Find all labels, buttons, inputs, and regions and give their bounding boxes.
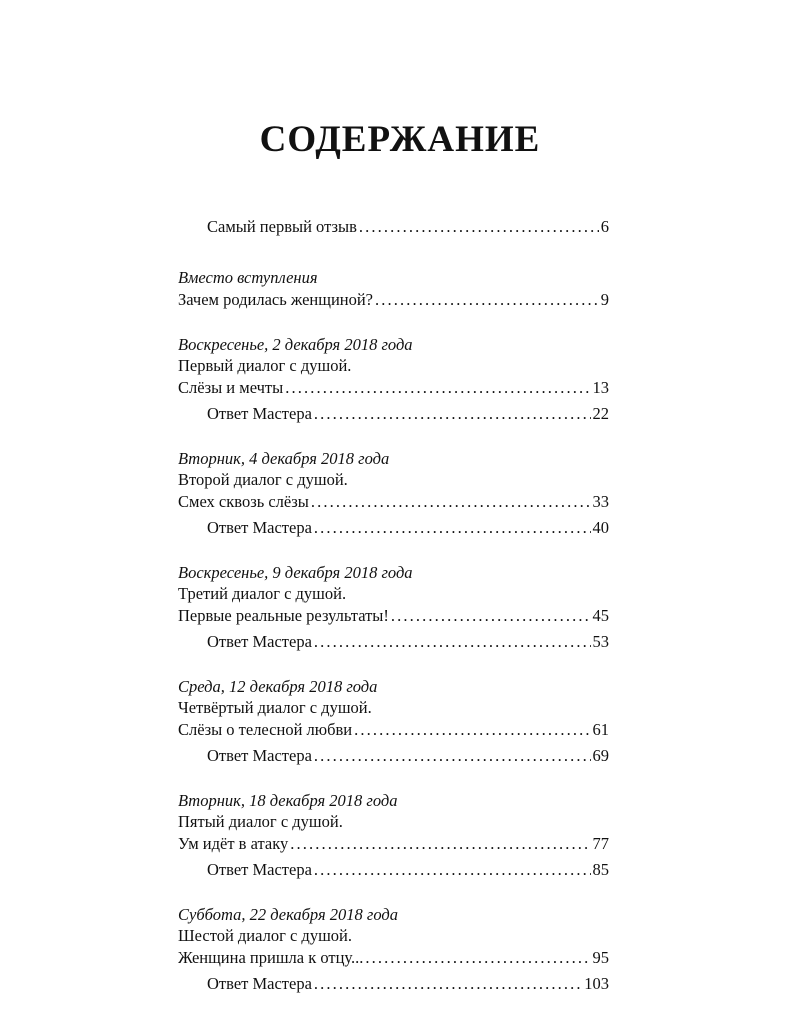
toc-page-number: 9 [600, 290, 609, 309]
dot-leader [314, 516, 591, 540]
toc-entry-label: Слёзы о телесной любви [178, 720, 353, 739]
toc-entry-answer[interactable] [178, 402, 609, 426]
dot-leader [285, 376, 590, 400]
toc-entry[interactable] [178, 490, 609, 514]
toc-entry-label: Ответ Мастера [207, 974, 312, 993]
toc-entry[interactable] [178, 946, 609, 970]
toc-section [178, 790, 609, 882]
toc-page-number: 77 [592, 834, 609, 853]
section-date: Вторник, 4 декабря 2018 года [178, 449, 390, 468]
toc-page-number: 53 [592, 632, 609, 651]
toc-group-intro [178, 267, 609, 312]
toc-entry-label: Слёзы и мечты [178, 378, 284, 397]
dot-leader [314, 630, 591, 654]
toc-page-number: 33 [592, 492, 609, 511]
toc-section [178, 676, 609, 768]
toc-entry-label: Ответ Мастера [207, 746, 312, 765]
toc-entry-label: Зачем родилась женщиной? [178, 290, 374, 309]
dot-leader [391, 604, 591, 628]
dot-leader [314, 744, 591, 768]
toc-page-number: 103 [584, 974, 609, 993]
section-subtitle: Третий диалог с душой. [178, 584, 347, 603]
dot-leader [359, 215, 599, 239]
toc-entry[interactable] [178, 832, 609, 856]
toc-entry-label: Женщина пришла к отцу... [178, 948, 364, 967]
toc-entry-label: Смех сквозь слёзы [178, 492, 309, 511]
toc-section [178, 334, 609, 426]
toc-page-number: 45 [592, 606, 609, 625]
toc-page-number: 61 [592, 720, 609, 739]
toc-page-number: 40 [592, 518, 609, 537]
section-date: Воскресенье, 9 декабря 2018 года [178, 563, 413, 582]
table-of-contents [178, 215, 609, 1018]
dot-leader [375, 288, 599, 312]
section-date: Среда, 12 декабря 2018 года [178, 677, 378, 696]
dot-leader [290, 832, 590, 856]
page-title: СОДЕРЖАНИЕ [259, 119, 541, 160]
section-subtitle: Первый диалог с душой. [178, 356, 352, 375]
toc-section [178, 448, 609, 540]
toc-section [178, 904, 609, 996]
dot-leader [365, 946, 590, 970]
toc-section [178, 562, 609, 654]
section-date: Вторник, 18 декабря 2018 года [178, 791, 398, 810]
toc-entry-answer[interactable] [178, 858, 609, 882]
toc-page-number: 69 [592, 746, 609, 765]
toc-page-number: 22 [592, 404, 609, 423]
toc-entry-label: Ответ Мастера [207, 518, 312, 537]
section-subtitle: Пятый диалог с душой. [178, 812, 343, 831]
toc-entry-answer[interactable] [178, 972, 609, 996]
dot-leader [314, 858, 591, 882]
toc-entry-label: Ответ Мастера [207, 404, 312, 423]
section-heading: Вместо вступления [178, 268, 318, 287]
toc-entry-answer[interactable] [178, 516, 609, 540]
toc-page-number: 6 [600, 217, 609, 236]
dot-leader [314, 972, 582, 996]
toc-page-number: 85 [592, 860, 609, 879]
toc-page-number: 13 [592, 378, 609, 397]
toc-group-first-review [178, 215, 609, 239]
section-subtitle: Четвёртый диалог с душой. [178, 698, 372, 717]
toc-entry[interactable] [178, 215, 609, 239]
toc-entry-answer[interactable] [178, 744, 609, 768]
toc-entry-label: Ответ Мастера [207, 860, 312, 879]
section-date: Суббота, 22 декабря 2018 года [178, 905, 398, 924]
toc-entry-label: Первые реальные результаты! [178, 606, 389, 625]
dot-leader [354, 718, 590, 742]
dot-leader [311, 490, 591, 514]
section-subtitle: Шестой диалог с душой. [178, 926, 352, 945]
toc-page-number: 95 [592, 948, 609, 967]
section-subtitle: Второй диалог с душой. [178, 470, 348, 489]
toc-entry[interactable] [178, 718, 609, 742]
toc-entry-label: Ум идёт в атаку [178, 834, 289, 853]
dot-leader [314, 402, 591, 426]
toc-entry[interactable] [178, 376, 609, 400]
toc-entry-answer[interactable] [178, 630, 609, 654]
toc-entry-label: Самый первый отзыв [207, 217, 357, 236]
toc-entry-label: Ответ Мастера [207, 632, 312, 651]
toc-entry[interactable] [178, 604, 609, 628]
section-date: Воскресенье, 2 декабря 2018 года [178, 335, 413, 354]
toc-entry[interactable] [178, 288, 609, 312]
